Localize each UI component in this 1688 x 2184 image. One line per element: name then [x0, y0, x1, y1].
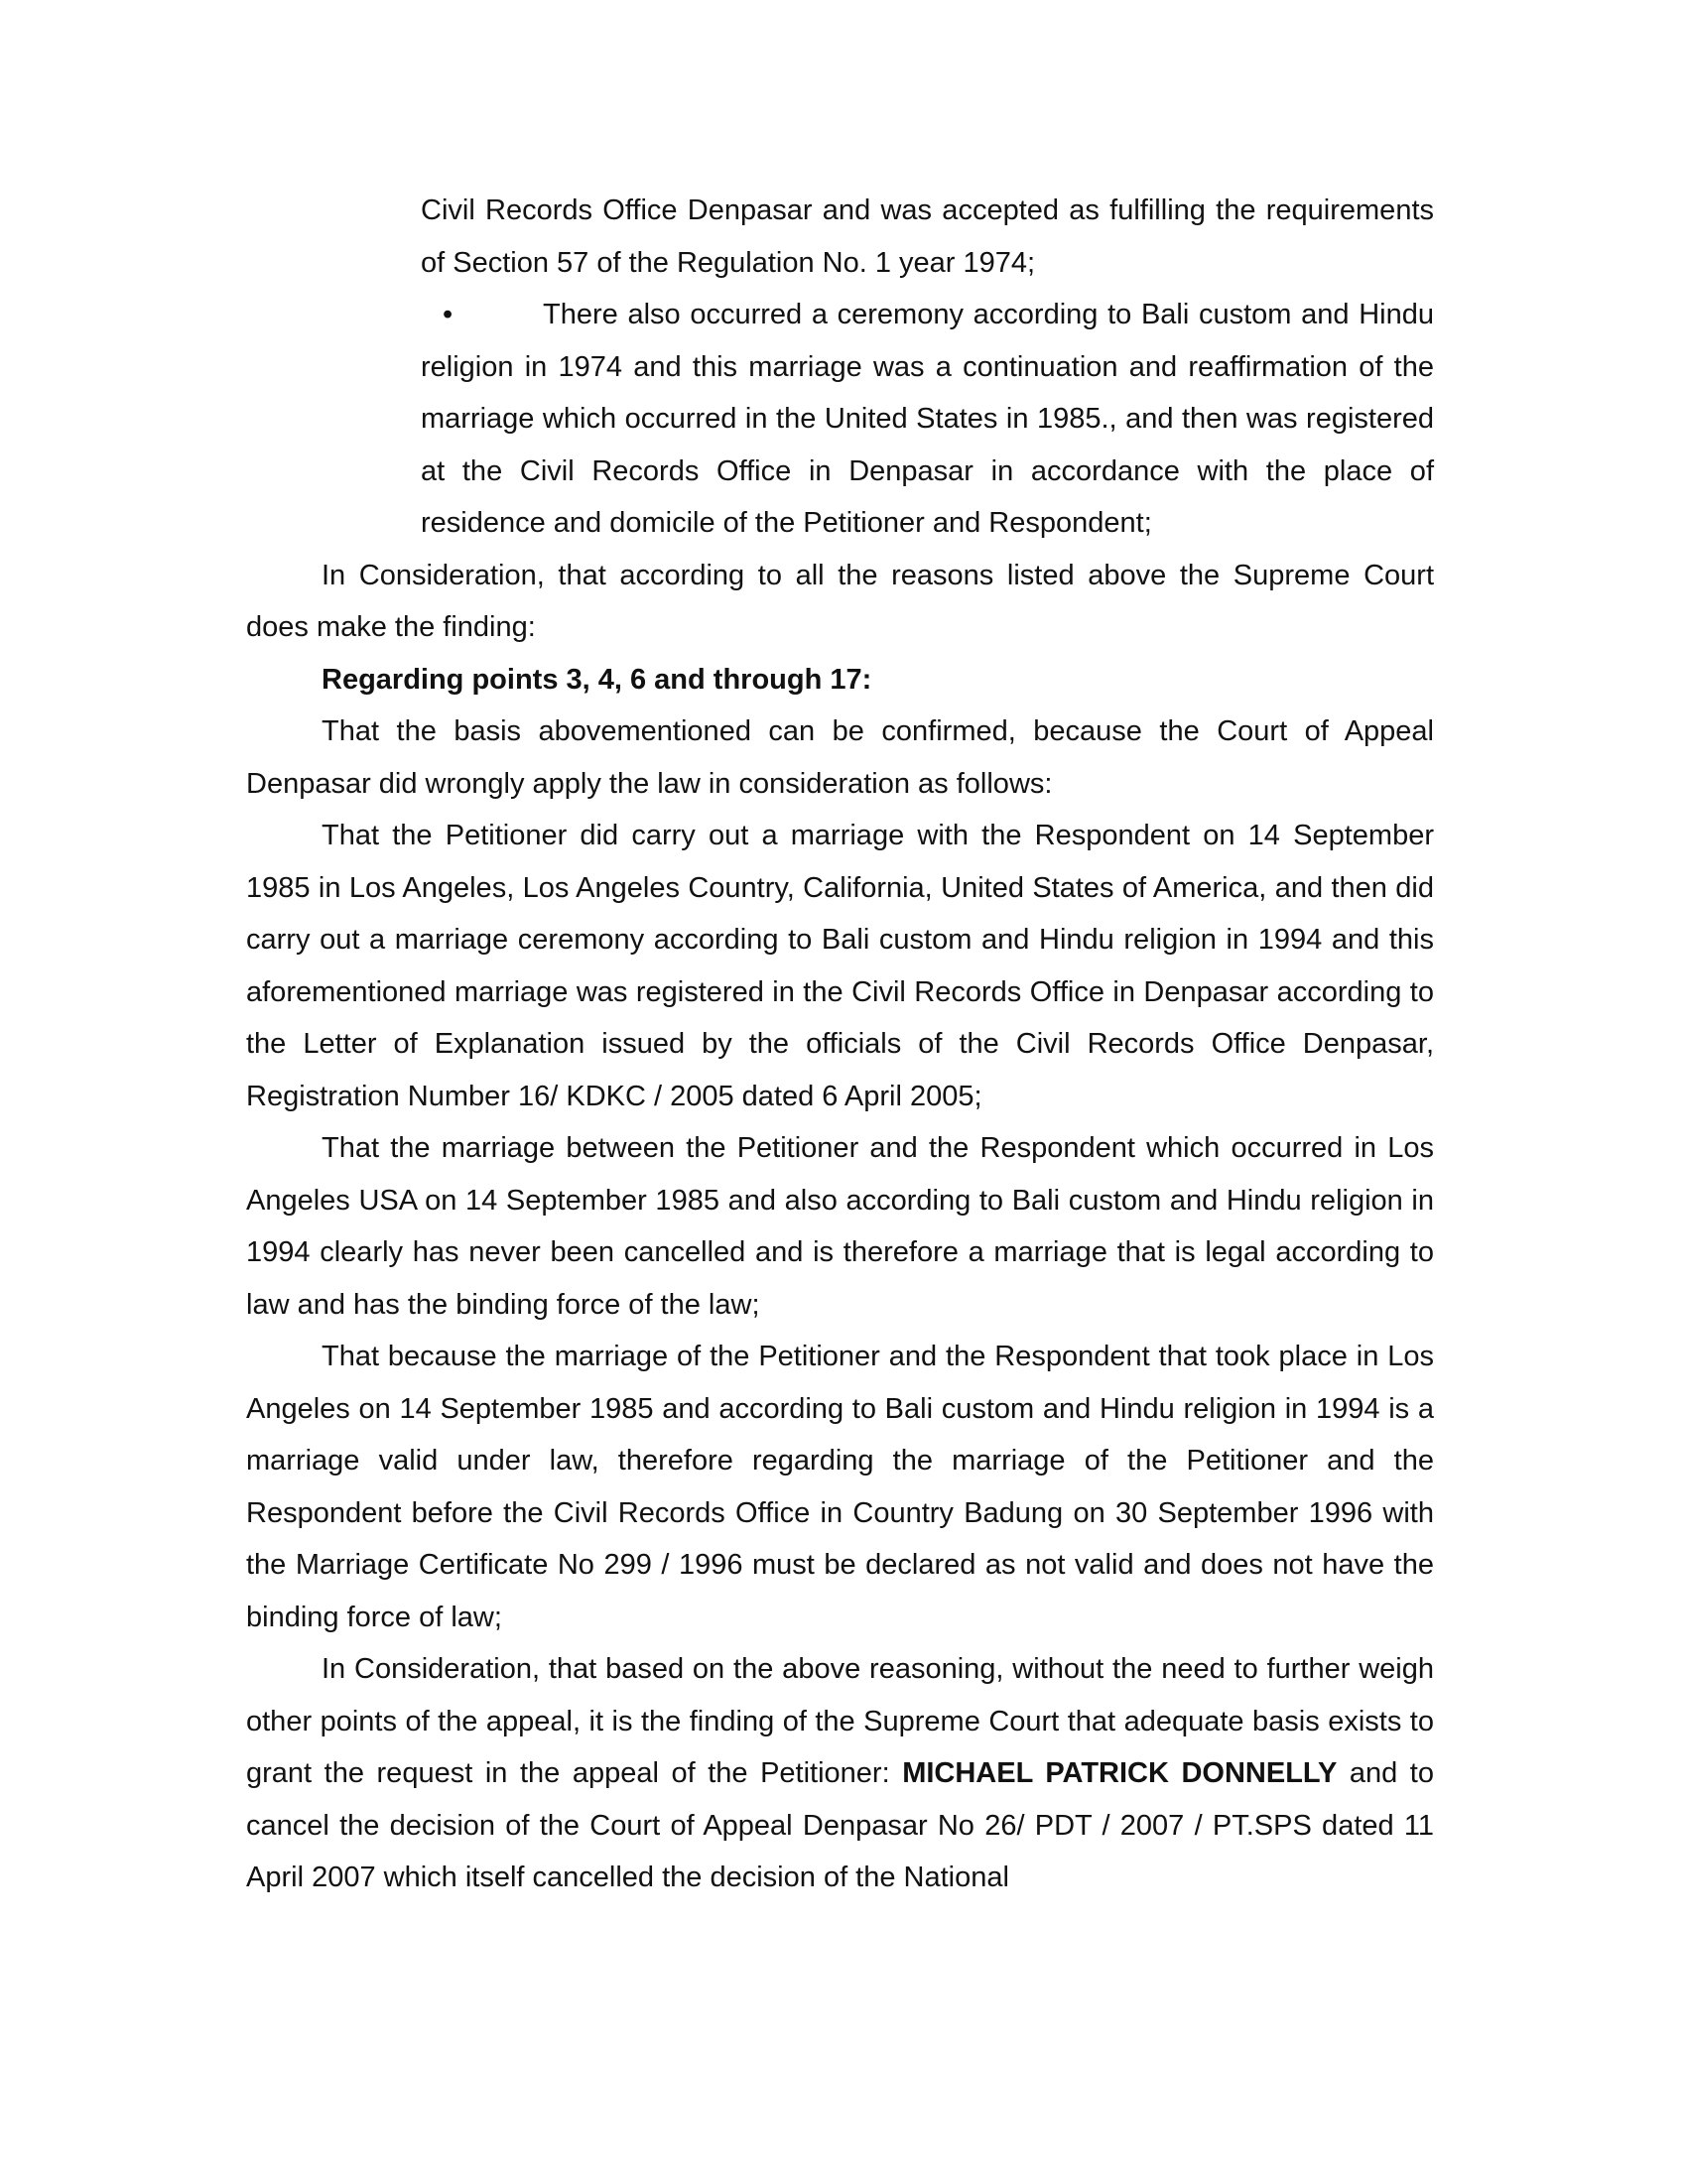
paragraph-text-before: In Consideration, that based on the above reasoning, without the need to further weigh other points of the appeal, it is the finding of the Supreme Court that adequate basis exists to grant the request in the appeal of the Petitioner:	[246, 1653, 1434, 1789]
bullet-icon: •	[443, 299, 454, 330]
bullet-paragraph	[421, 289, 1434, 550]
paragraph-text-after: and to cancel the decision of the Court of Appeal Denpasar No 26/ PDT / 2007 / PT.SPS dated 11 April 2007 which itself cancelled the decision of the National	[246, 1757, 1434, 1893]
document-body	[246, 185, 1434, 1904]
paragraph-continuation: Civil Records Office Denpasar and was accepted as fulfilling the requirements of Section 57 of the Regulation No. 1 year 1974;	[421, 194, 1434, 279]
paragraph-marriage-1985: That the Petitioner did carry out a marriage with the Respondent on 14 September 1985 in Los Angeles, Los Angeles Country, California, United States of America, and then did carry out a marriage ceremony according to Bali custom and Hindu religion in 1994 and this aforementioned marriage was registered in the Civil Records Office in Denpasar according to the Letter of Explanation issued by the officials of the Civil Records Office Denpasar, Registration Number 16/ KDKC / 2005 dated 6 April 2005;	[246, 820, 1434, 1112]
paragraph-marriage-invalid: That because the marriage of the Petitioner and the Respondent that took place in Los Angeles on 14 September 1985 and according to Bali custom and Hindu religion in 1994 is a marriage valid under law, therefore regarding the marriage of the Petitioner and the Respondent before the Civil Records Office in Country Badung on 30 September 1996 with the Marriage Certificate No 299 / 1996 must be declared as not valid and does not have the binding force of law;	[246, 1341, 1434, 1633]
paragraph-basis: That the basis abovementioned can be confirmed, because the Court of Appeal Denpasar did wrongly apply the law in consideration as follows:	[246, 715, 1434, 800]
section-heading: Regarding points 3, 4, 6 and through 17:	[322, 663, 872, 696]
paragraph-consideration-2	[246, 1643, 1434, 1904]
paragraph-consideration-1: In Consideration, that according to all the reasons listed above the Supreme Court does make the finding:	[246, 559, 1434, 643]
paragraph-marriage-legal: That the marriage between the Petitioner and the Respondent which occurred in Los Angeles USA on 14 September 1985 and also according to Bali custom and Hindu religion in 1994 clearly has never been cancelled and is therefore a marriage that is legal according to law and has the binding force of the law;	[246, 1132, 1434, 1321]
bullet-paragraph-text: There also occurred a ceremony according to Bali custom and Hindu religion in 1974 and this marriage was a continuation and reaffirmation of the marriage which occurred in the United States in 1985., and then was registered at the Civil Records Office in Denpasar in accordance with the place of residence and domicile of the Petitioner and Respondent;	[421, 299, 1434, 539]
petitioner-name: MICHAEL PATRICK DONNELLY	[902, 1757, 1338, 1789]
